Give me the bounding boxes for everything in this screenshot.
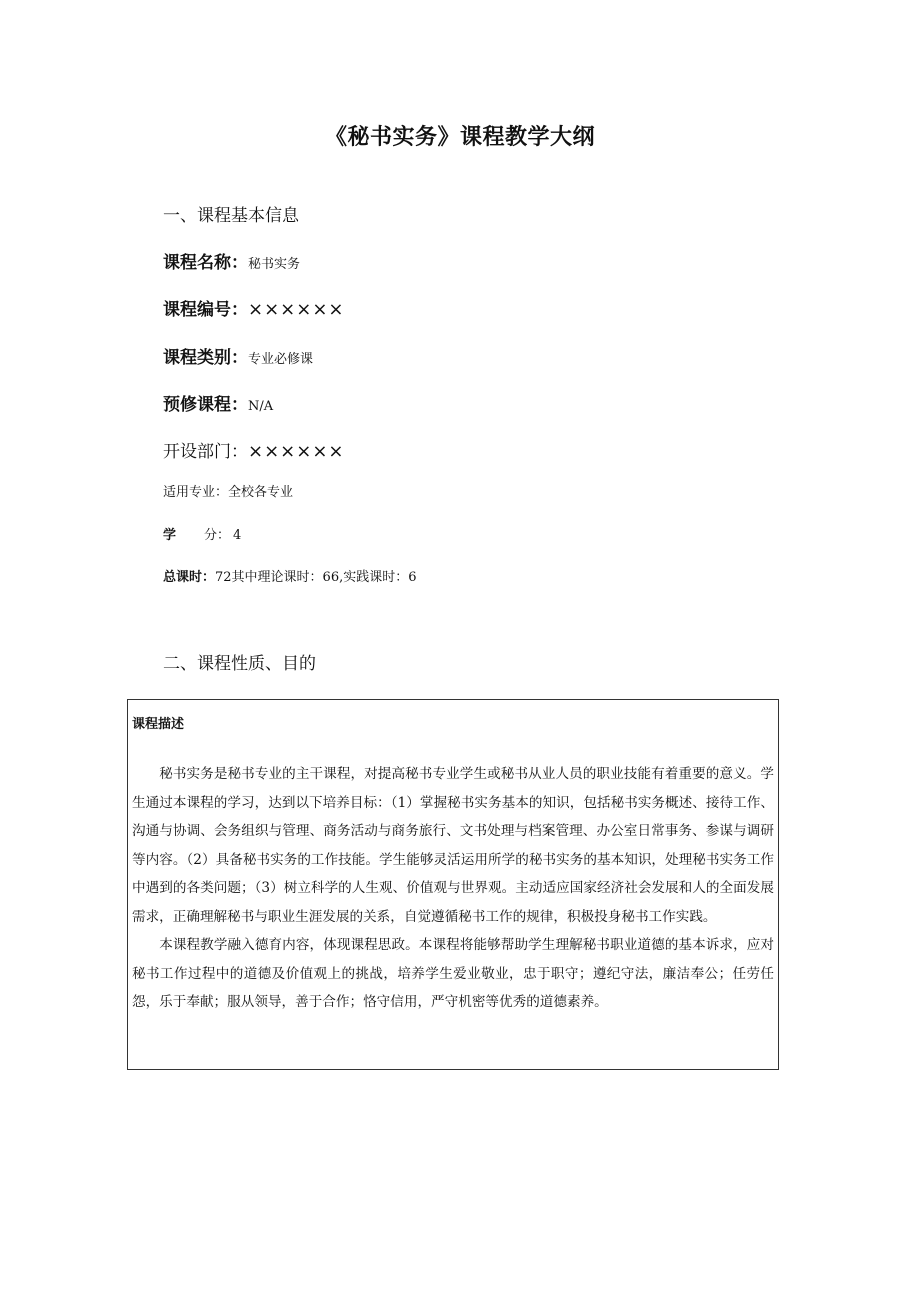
info-label: 课程类别： [163, 348, 248, 368]
info-row-credits [163, 524, 241, 543]
info-label: 课程编号： [163, 300, 248, 320]
info-row-course-name [163, 248, 300, 273]
section-heading-basic-info: 一、课程基本信息 [163, 206, 299, 226]
info-row-course-type [163, 343, 313, 368]
box-body [132, 760, 774, 1017]
info-row-total-hours [163, 566, 417, 585]
info-label: 适用专业： [163, 485, 229, 500]
section-heading-nature-purpose: 二、课程性质、目的 [163, 654, 316, 674]
info-value: 72其中理论课时：66,实践课时：6 [215, 570, 417, 585]
info-value: ×××××× [248, 441, 345, 462]
box-title: 课程描述 [132, 717, 185, 732]
info-row-department [163, 437, 345, 462]
credit-label-char-2: 分： [204, 528, 231, 543]
info-value: 全校各专业 [228, 485, 294, 500]
info-row-course-code [163, 295, 345, 320]
info-label: 预修课程： [163, 395, 248, 415]
info-label [163, 524, 233, 543]
info-row-major [163, 481, 293, 500]
info-value: 4 [233, 528, 242, 543]
document-title: 《秘书实务》课程教学大纲 [324, 125, 595, 150]
description-paragraph-1: 秘书实务是秘书专业的主干课程，对提高秘书专业学生或秘书从业人员的职业技能有着重要的意义。学生通过本课程的学习，达到以下培养目标：（1）掌握秘书实务基本的知识，包括秘书实务概述、接待工作、沟通与协调、会务组织与管理、商务活动与商务旅行、文书处理与档案管理、办公室日常事务、参谋与调研等内容。（2）具备秘书实务的工作技能。学生能够灵活运用所学的秘书实务的基本知识，处理秘书实务工作中遇到的各类问题；（3）树立科学的人生观、价值观与世界观。主动适应国家经济社会发展和人的全面发展需求，正确理解秘书与职业生涯发展的关系，自觉遵循秘书工作的规律，积极投身秘书工作实践。 [132, 766, 774, 925]
course-description-box [127, 699, 779, 1070]
info-row-prerequisite [163, 390, 273, 415]
info-value: N/A [248, 399, 274, 414]
description-paragraph-2: 本课程教学融入德育内容，体现课程思政。本课程将能够帮助学生理解秘书职业道德的基本诉求，应对秘书工作过程中的道德及价值观上的挑战，培养学生爱业敬业，忠于职守；遵纪守法，廉洁奉公；任劳任怨，乐于奉献；服从领导，善于合作；恪守信用，严守机密等优秀的道德素养。 [132, 937, 774, 1010]
info-label: 课程名称： [163, 253, 248, 273]
info-label: 开设部门： [163, 442, 248, 462]
info-value: 秘书实务 [248, 257, 301, 272]
info-value: ×××××× [248, 299, 345, 320]
info-label: 总课时： [163, 570, 216, 585]
credit-label-char-1: 学 [163, 528, 177, 543]
info-value: 专业必修课 [248, 352, 314, 367]
